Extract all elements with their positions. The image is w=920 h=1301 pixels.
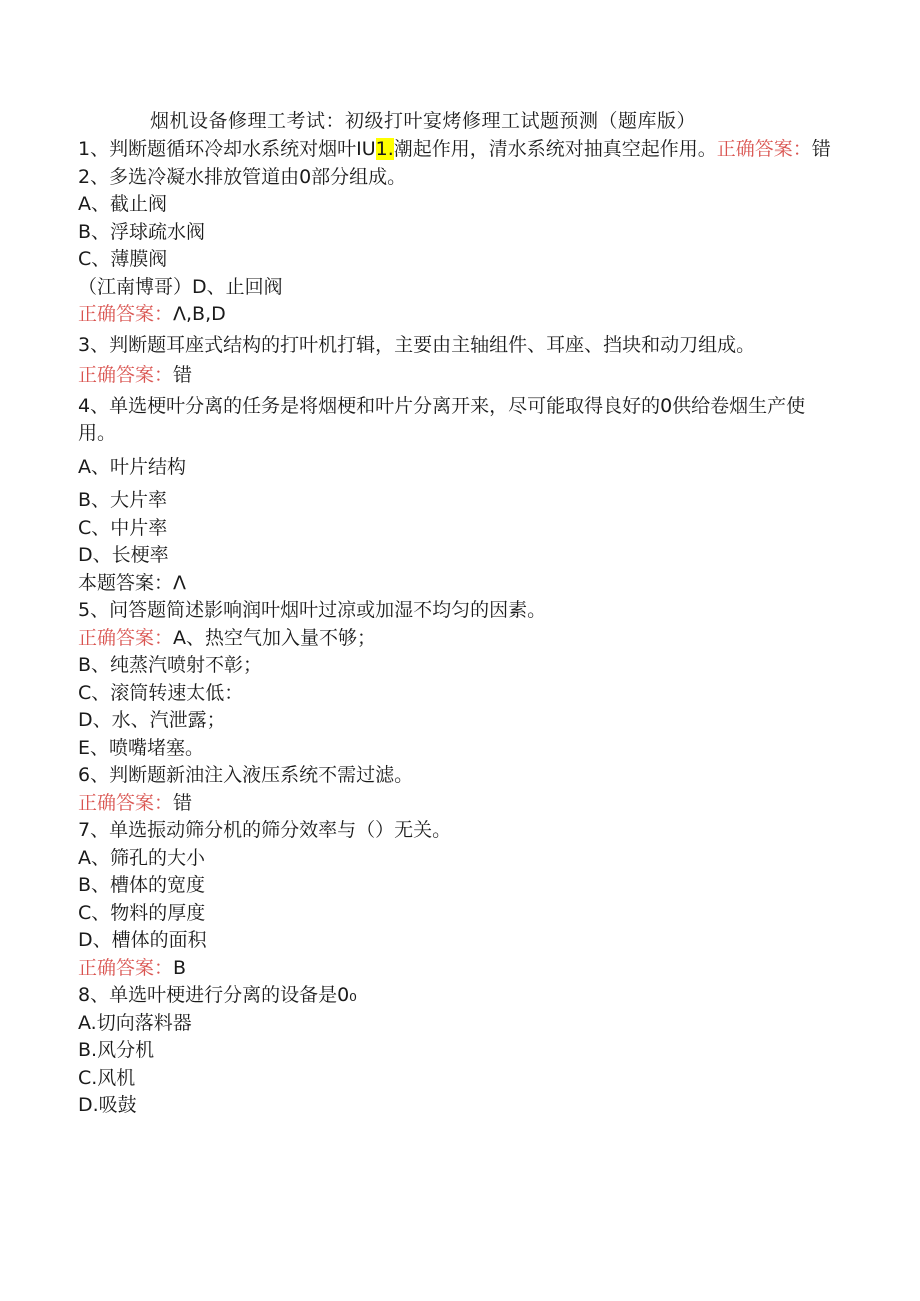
- answer-label: 正确答案：: [78, 364, 174, 386]
- option: B、大片率: [78, 489, 168, 511]
- answer-line: [78, 790, 838, 818]
- option: C、物料的厚度: [78, 901, 206, 924]
- answer-label: 正确答案：: [78, 791, 174, 814]
- answer-line: [78, 362, 838, 390]
- question-8: 8、单选叶梗进行分离的设备是0₀: [78, 984, 357, 1006]
- option: A、截止阀: [78, 193, 167, 215]
- option: A、筛孔的大小: [78, 846, 205, 869]
- question-6: 6、判断题新油注入液压系统不需过滤。: [78, 764, 414, 786]
- answer-line: [78, 955, 838, 983]
- question-1-text: 1、判断题循环冷却水系统对烟叶IU: [78, 138, 376, 160]
- document-body: [78, 136, 838, 1120]
- answer-item: D、水、汽泄露；: [78, 709, 226, 731]
- answer-line: [78, 301, 838, 329]
- answer-value: 错: [811, 138, 831, 160]
- question-7: 7、单选振动筛分机的筛分效率与（）无关。: [78, 819, 452, 841]
- answer-label: 正确答案：: [78, 956, 174, 979]
- option: C、薄膜阀: [78, 248, 168, 270]
- option: C.风机: [78, 1066, 136, 1089]
- answer-line: [78, 625, 838, 653]
- answer-line: 本题答案：Λ: [78, 571, 186, 594]
- option: D、槽体的面积: [78, 929, 207, 951]
- answer-label: 正确答案：: [78, 303, 174, 325]
- answer-item: C、滚筒转速太低：: [78, 681, 244, 704]
- question-1: [78, 136, 838, 164]
- option: A、叶片结构: [78, 455, 186, 478]
- question-2: 2、多选冷凝水排放管道由0部分组成。: [78, 165, 407, 188]
- option: D.吸鼓: [78, 1094, 137, 1116]
- answer-item: B、纯蒸汽喷射不彰；: [78, 654, 263, 676]
- document-title: 烟机设备修理工考试：初级打叶宴烤修理工试题预测（题库版）: [150, 110, 697, 132]
- option: B、槽体的宽度: [78, 874, 206, 896]
- question-4: 4、单选梗叶分离的任务是将烟梗和叶片分离开来，尽可能取得良好的0供给卷烟生产使用。: [78, 394, 806, 444]
- highlighted-text: 1.: [375, 138, 394, 160]
- option: A.切向落料器: [78, 1011, 192, 1034]
- option: B、浮球疏水阀: [78, 220, 206, 243]
- option: （江南博哥）D、止回阀: [78, 275, 283, 298]
- option: B.风分机: [78, 1039, 155, 1061]
- question-3: 3、判断题耳座式结构的打叶机打辑，主要由主轴组件、耳座、挡块和动刀组成。: [78, 333, 756, 356]
- answer-value: 错: [173, 364, 193, 386]
- answer-label: 正确答案：: [716, 138, 812, 160]
- answer-item: E、喷嘴堵塞。: [78, 736, 205, 759]
- option: D、长梗率: [78, 544, 169, 566]
- answer-label: 正确答案：: [78, 626, 174, 649]
- answer-value: 错: [173, 791, 193, 814]
- answer-value: Λ,B,D: [173, 303, 226, 325]
- answer-value: B: [173, 956, 187, 979]
- question-1-text-cont: 潮起作用，清水系统对抽真空起作用。: [393, 138, 717, 160]
- answer-value: A、热空气加入量不够；: [173, 626, 377, 649]
- option: C、中片率: [78, 516, 168, 539]
- question-5: 5、问答题简述影响润叶烟叶过凉或加湿不均匀的因素。: [78, 599, 547, 621]
